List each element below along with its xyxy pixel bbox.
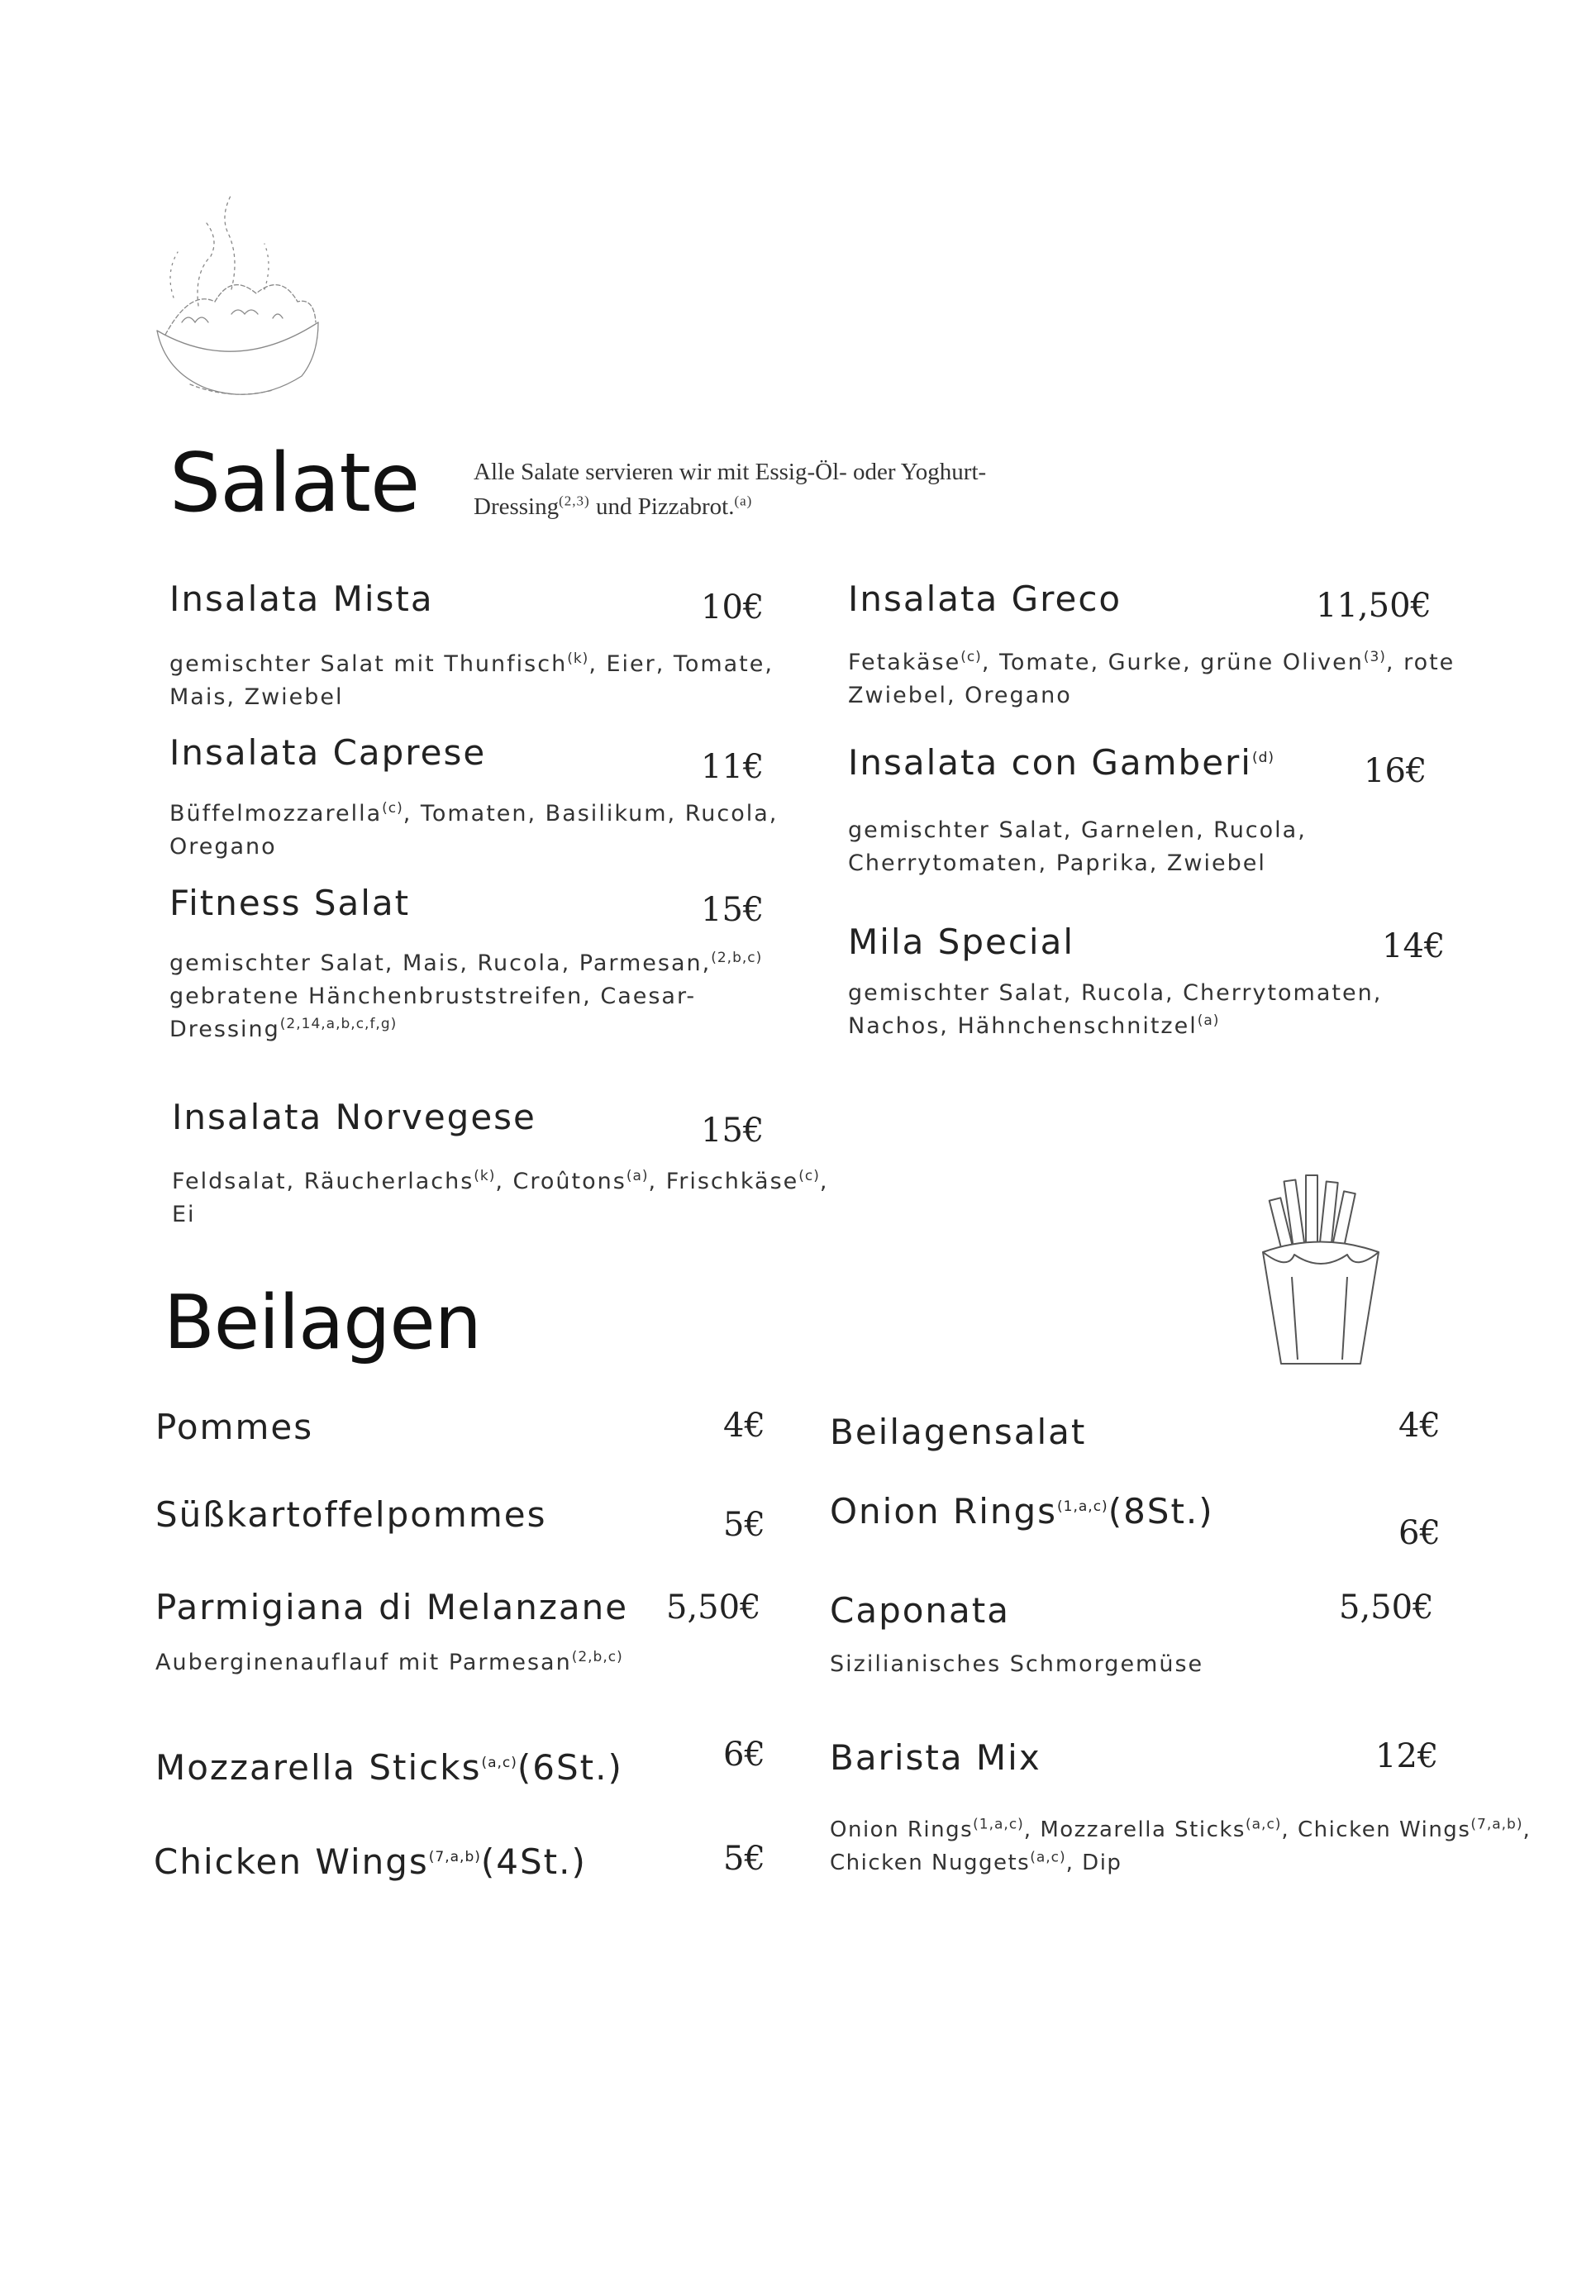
menu-item-price: 10€ (701, 588, 765, 626)
menu-item-price: 14€ (1382, 927, 1446, 965)
menu-item-name: Insalata Mista (169, 579, 434, 619)
menu-item-description: Auberginenauflauf mit Parmesan$^{(2,b,c)}$ (155, 1649, 623, 1675)
menu-item-price: 6€ (723, 1736, 765, 1774)
menu-item-description: Sizilianisches Schmorgemüse (830, 1651, 1204, 1677)
salad-bowl-icon (141, 157, 331, 405)
menu-item-description: gemischter Salat, Rucola, Cherrytomaten, Nachos, Hähnchenschnitzel$^{(a)}$ (848, 980, 1383, 1039)
menu-item-name: Parmigiana di Melanzane (155, 1587, 629, 1627)
section-title-salate: Salate (169, 436, 420, 531)
salate-intro-line2: Dressing$^{(2,3)}$ und Pizzabrot.$^{(a)}$ (474, 493, 753, 520)
menu-item-price: 16€ (1364, 752, 1427, 790)
menu-item-description: gemischter Salat mit Thunfisch$^{(k)}$, Eier, Tomate, Mais, Zwiebel (169, 650, 774, 710)
menu-item-description: Fetakäse$^{(c)}$, Tomate, Gurke, grüne Oliven$^{(3)}$, rote Zwiebel, Oregano (848, 649, 1455, 708)
menu-item-price: 15€ (701, 891, 765, 929)
menu-item-price: 5€ (723, 1840, 765, 1878)
menu-item-name: Onion Rings$^{(1,a,c)}$(8St.) (830, 1491, 1214, 1531)
menu-item-name: Insalata Caprese (169, 732, 487, 773)
menu-item-price: 12€ (1375, 1737, 1439, 1775)
menu-item-name: Insalata Greco (848, 579, 1122, 619)
menu-item-price: 11,50€ (1316, 587, 1432, 625)
menu-item-name: Insalata con Gamberi$^{(d)}$ (848, 742, 1275, 783)
menu-item-price: 4€ (1398, 1407, 1441, 1445)
menu-item-name: Chicken Wings$^{(7,a,b)}$(4St.) (154, 1841, 587, 1882)
menu-item-description: gemischter Salat, Garnelen, Rucola, Cherrytomaten, Paprika, Zwiebel (848, 817, 1307, 876)
menu-item-name: Fitness Salat (169, 883, 411, 923)
menu-item-description: Büffelmozzarella$^{(c)}$, Tomaten, Basilikum, Rucola, Oregano (169, 800, 779, 860)
menu-item-price: 15€ (701, 1112, 765, 1150)
salate-intro-line1: Alle Salate servieren wir mit Essig-Öl- oder Yoghurt- (474, 459, 987, 485)
section-title-beilagen: Beilagen (164, 1279, 481, 1366)
salate-intro (474, 455, 1102, 524)
menu-item-description: Feldsalat, Räucherlachs$^{(k)}$, Croûtons$^{(a)}$, Frischkäse$^{(c)}$, Ei (172, 1168, 829, 1227)
menu-item-description: gemischter Salat, Mais, Rucola, Parmesan,$^{(2,b,c)}$ gebratene Hänchenbruststreifen, Caesar- Dressing$^{(2,14,a,b,c,f,g)}$ (169, 950, 763, 1042)
menu-item-price: 4€ (723, 1407, 765, 1445)
menu-item-price: 5,50€ (666, 1589, 761, 1627)
menu-item-name: Mila Special (848, 922, 1074, 962)
menu-item-price: 5,50€ (1339, 1589, 1434, 1627)
menu-item-price: 5€ (723, 1506, 765, 1544)
menu-item-price: 6€ (1398, 1514, 1441, 1552)
menu-item-name: Caponata (830, 1590, 1010, 1631)
menu-item-description: Onion Rings$^{(1,a,c)}$, Mozzarella Sticks$^{(a,c)}$, Chicken Wings$^{(7,a,b)}$, Chicken Nuggets$^{(a,c)}$, Dip (830, 1816, 1532, 1875)
menu-item-price: 11€ (701, 748, 765, 786)
menu-item-name: Beilagensalat (830, 1412, 1087, 1452)
menu-item-name: Süßkartoffelpommes (155, 1494, 547, 1535)
menu-item-name: Mozzarella Sticks$^{(a,c)}$(6St.) (155, 1747, 623, 1788)
menu-item-name: Barista Mix (830, 1737, 1041, 1778)
menu-item-name: Pommes (155, 1407, 314, 1447)
french-fries-icon (1255, 1174, 1387, 1372)
menu-item-name: Insalata Norvegese (172, 1097, 536, 1137)
